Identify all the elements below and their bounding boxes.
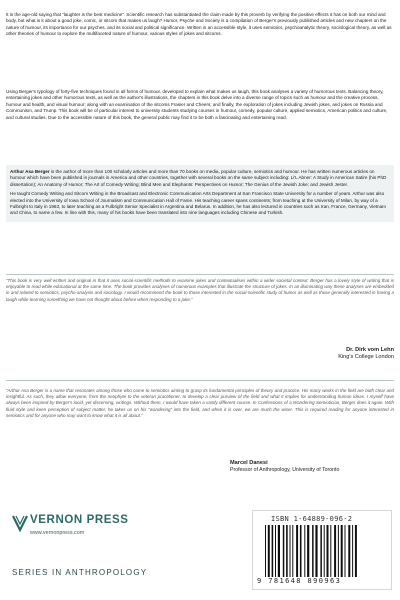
- publisher-url: www.vernonpress.com: [30, 530, 85, 536]
- author-bio-text-1: is the author of more than 100 scholarly articles and more than 70 books on media, popular culture, semiotics and humour. He has written numerous articles on humour which have been published in journals in America and other countries, together with several books on the same subject including: Li'L Abner: A Study in American Satire (his PhD dissertation); An Anatomy of Humor; The Art of Comedy Writing; Blind Men and Elephants: Perspectives on Humor; The Genius of the Jewish Joke; and Jewish Jester.: [10, 169, 387, 187]
- vernon-press-logo-icon: [12, 514, 28, 532]
- divider: [6, 380, 394, 381]
- isbn-barcode: [252, 510, 392, 590]
- endorsement-quote-2: “Arthur Asa Berger is a name that resonates among those who come to semiotics aiming to grasp its fundamental principles of theory and practice. His many works in the field are both clear and insightful. As such, they allow everyone, from the neophyte to the veteran practitioner, to develop a clear purview of the field and what it implies for understanding human ideas. I myself have always been inspired by Berger's lucid, yet discerning, writings. Without them, I would have taken a vastly different course. In Confessions of a Wandering Semiotician, Berger does it again. With fluid style and keen perception of subject matter, he takes us on his “wandering” into the field, and when it is over, we are much the wiser. This is required reading for anyone interested in semiotics and for anyone who may want to know what it is all about.”: [6, 388, 394, 418]
- author-bio-box: [6, 165, 394, 222]
- author-bio-paragraph-1: [10, 169, 390, 188]
- endorser-affiliation-2: Professor of Anthropology, University of Toronto: [230, 467, 340, 474]
- isbn-label: ISBN 1-64889-096-2: [271, 515, 353, 523]
- endorser-name-1: Dr. Dirk vom Lehn: [346, 347, 394, 353]
- blurb-intro-paragraph: It is the age-old saying that “laughter is the best medicine”. Scientific research has substantiated the claim made by this proverb by verifying the positive effects it has on both our mind and body, but what is it about a good joke, comic, or sitcom that makes us laugh? Humor, Psyche and Society is a compilation of Berger's previously published articles and new chapters on the nature of humour, its importance for our psyches, and its social and political significance. Written in an accessible style, it uses semiotics, psychoanalytic theory, sociological theory, as well as other theories of humour to explore the multifaceted nature of humour, various styles of jokes and sitcoms.: [6, 12, 392, 37]
- endorser-affiliation-1: King's College London: [338, 354, 394, 361]
- author-name: Arthur Asa Berger: [10, 169, 50, 174]
- endorser-name-2: Marcel Danesi: [230, 460, 268, 466]
- barcode-digits: 9 781648 890963: [257, 577, 342, 585]
- author-bio-paragraph-2: He taught Comedy Writing and Sitcom Writing in the Broadcast and Electronic Communication Arts Department at San Francisco State University for a number of years. Arthur was also elected into the University of Iowa School of Journalism and Communication Hall of Fame. His teaching career spans continents; from teaching at the University of Milan, by way of a Fulbright to Italy in 1963, to later teaching as a Fulbright Senior Specialist in Argentina and Belarus. In addition, he has also lectured in countries such as Iran, France, Germany, Vietnam and China, to name a few. In line with this, many of his books have been translated into nine languages including Chinese and Turkish.: [10, 191, 386, 216]
- endorsement-signature-2: [230, 460, 339, 474]
- barcode-bars-icon: [263, 525, 383, 577]
- endorsement-quote-1: “This book is very well written and original in that it uses social-scientific methods to examine jokes and contextualises within a wider societal context. Berger has a lovely style of writing that is enjoyable to read while educational at the same time. The book provides analyses of numerous examples that illustrate the structure of jokes. In an illuminating way these analyses are embedded in and related to semiotics, psycho-analysis and sociology. I would recommend the book to those interested in the social-scientific study of humor as well as those generally interested in having a laugh while learning something we have not thought about before when responding to a joke.”: [6, 278, 394, 302]
- divider: [6, 274, 394, 275]
- publisher-name: VERNON PRESS: [30, 514, 129, 526]
- endorsement-signature-1: [338, 347, 394, 361]
- blurb-typology-paragraph: Using Berger's typology of forty-five techniques found in all forms of humour, developed to explain what makes us laugh, this book analyses a variety of humorous texts. Balancing theory, entertaining jokes and other humorous texts, as well as the author's illustrations, the chapters in this book delve into a diverse range of topics such as humour and the creative process, humour and health, and visual humour; along with an examination of the sitcoms Frasier and Cheers; and finally, the exploration of jokes including Jewish jokes, and jokes on Russia and Communism, and Trump. This book will be of particular interest to university students studying courses in humour, comedy, popular culture, applied semiotics, American politics and culture, and cultural studies. Due to the accessible nature of this book, the general public may find it to be both a fascinating and entertaining read.: [6, 89, 388, 120]
- series-title: SERIES IN ANTHROPOLOGY: [12, 568, 148, 577]
